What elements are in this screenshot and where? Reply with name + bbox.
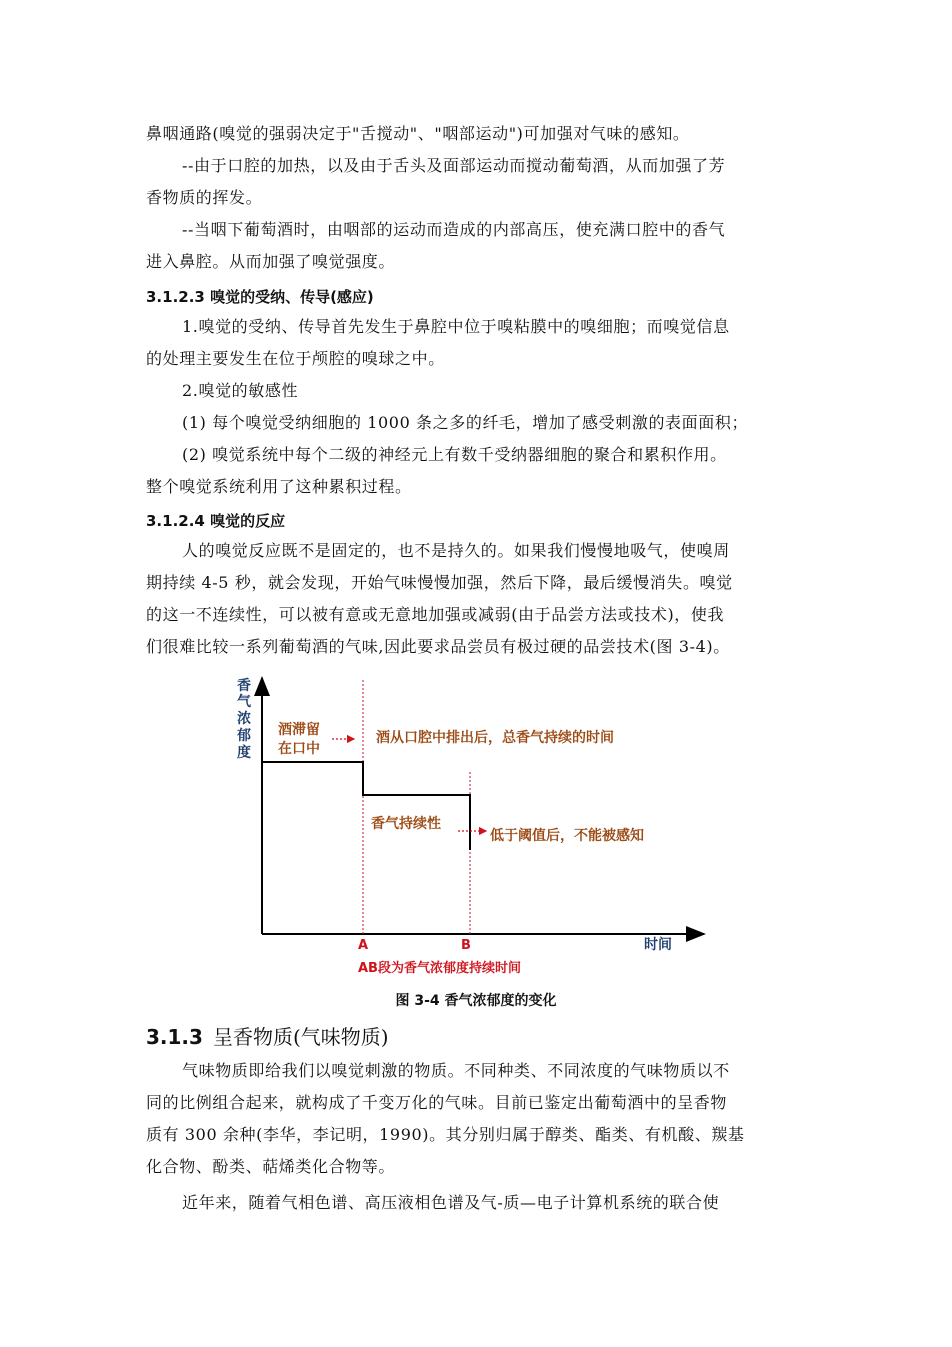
paragraph-reception xyxy=(146,311,810,375)
aroma-intensity-figure xyxy=(230,672,720,982)
tick-label-b: B xyxy=(461,938,471,953)
y-label-char: 浓 xyxy=(237,711,251,727)
label-after-expel: 酒从口腔中排出后，总香气持续的时间 xyxy=(376,730,614,746)
tick-label-a: A xyxy=(358,938,369,953)
text-line: 的处理主要发生在位于颅腔的嗅球之中。 xyxy=(146,349,445,368)
section-heading-3124: 3.1.2.4 嗅觉的反应 xyxy=(146,512,286,530)
text-line: 的这一不连续性，可以被有意或无意地加强或减弱(由于品尝方法或技术)，使我 xyxy=(146,605,725,624)
text-line: 整个嗅觉系统利用了这种累积过程。 xyxy=(146,477,412,496)
text-line: 同的比例组合起来，就构成了千变万化的气味。目前已鉴定出葡萄酒中的呈香物 xyxy=(146,1093,728,1112)
x-axis-label: 时间 xyxy=(644,937,672,953)
text-line: 近年来，随着气相色谱、高压液相色谱及气-质—电子计算机系统的联合使 xyxy=(182,1193,720,1212)
under-axis-note: AB段为香气浓郁度持续时间 xyxy=(358,961,521,976)
text-line: (2) 嗅觉系统中每个二级的神经元上有数千受纳器细胞的聚合和累积作用。 xyxy=(182,445,727,464)
text-line: --当咽下葡萄酒时，由咽部的运动而造成的内部高压，使充满口腔中的香气 xyxy=(182,220,726,239)
text-line: 1.嗅觉的受纳、传导首先发生于鼻腔中位于嗅粘膜中的嗅细胞；而嗅觉信息 xyxy=(182,317,730,336)
text-line: 人的嗅觉反应既不是固定的，也不是持久的。如果我们慢慢地吸气，使嗅周 xyxy=(182,541,730,560)
paragraph-sensitivity xyxy=(146,375,810,407)
y-axis-label xyxy=(237,677,252,761)
text-line: --由于口腔的加热，以及由于舌头及面部运动而搅动葡萄酒，从而加强了芳 xyxy=(182,156,726,175)
y-label-char: 郁 xyxy=(237,728,251,744)
text-line: 气味物质即给我们以嗅觉刺激的物质。不同种类、不同浓度的气味物质以不 xyxy=(182,1061,730,1080)
text-line: 2.嗅觉的敏感性 xyxy=(182,381,299,400)
text-line: 们很难比较一系列葡萄酒的气味,因此要求品尝员有极过硬的品尝技术(图 3-4)。 xyxy=(146,637,730,656)
text-line: (1) 每个嗅觉受纳细胞的 1000 条之多的纤毛，增加了感受刺激的表面面积； xyxy=(182,413,749,432)
text-line: 化合物、酚类、萜烯类化合物等。 xyxy=(146,1157,396,1176)
y-label-char: 香 xyxy=(237,678,251,694)
section-number: 3.1.3 xyxy=(146,1025,203,1049)
aroma-step-line xyxy=(262,762,470,850)
y-label-char: 度 xyxy=(237,745,251,761)
figure-caption: 图 3-4 香气浓郁度的变化 xyxy=(395,993,557,1009)
paragraph-neurons xyxy=(146,439,810,503)
text-line: 香物质的挥发。 xyxy=(146,188,263,207)
paragraph-odorants xyxy=(146,1055,810,1183)
paragraph-nasopharyngeal xyxy=(146,118,810,150)
paragraph-response xyxy=(146,535,810,663)
text-line: 鼻咽通路(嗅觉的强弱决定于"舌搅动"、"咽部运动")可加强对气味的感知。 xyxy=(146,124,690,143)
section-title: 呈香物质(气味物质) xyxy=(212,1025,389,1049)
paragraph-swallow xyxy=(146,214,810,278)
text-line: 进入鼻腔。从而加强了嗅觉强度。 xyxy=(146,252,396,271)
section-heading-3123: 3.1.2.3 嗅觉的受纳、传导(感应) xyxy=(146,288,374,306)
label-persistence: 香气持续性 xyxy=(371,816,441,832)
label-retain-line2: 在口中 xyxy=(278,741,320,757)
text-line: 期持续 4-5 秒，就会发现，开始气味慢慢加强，然后下降，最后缓慢消失。嗅觉 xyxy=(146,573,733,592)
text-line: 质有 300 余种(李华，李记明，1990)。其分别归属于醇类、酯类、有机酸、羰基 xyxy=(146,1125,745,1144)
paragraph-chromatography xyxy=(146,1187,810,1219)
label-below-threshold: 低于阈值后，不能被感知 xyxy=(490,828,644,844)
label-retain-line1: 酒滞留 xyxy=(278,722,320,738)
section-heading-313 xyxy=(146,1021,389,1050)
paragraph-warming xyxy=(146,150,810,214)
paragraph-cilia xyxy=(146,407,810,439)
y-label-char: 气 xyxy=(237,694,251,710)
